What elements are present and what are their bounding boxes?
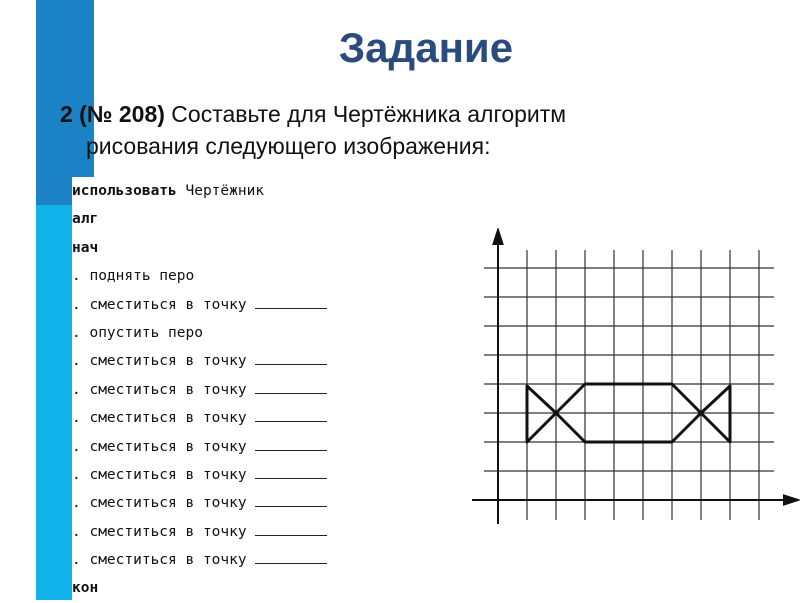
answer-blank xyxy=(255,296,327,309)
code-line-alg: алг xyxy=(72,211,99,228)
axes xyxy=(472,230,798,524)
code-line-move-3 xyxy=(72,376,432,404)
task-text-line2: рисования следующего изображения: xyxy=(86,133,491,159)
move-command: . сместиться в точку xyxy=(72,353,247,370)
code-line-pen-down: . опустить перо xyxy=(72,324,203,341)
answer-blank xyxy=(255,352,327,365)
move-command: . сместиться в точку xyxy=(72,381,247,398)
answer-blank xyxy=(255,551,327,564)
code-line-begin: нач xyxy=(72,239,99,256)
move-command: . сместиться в точку xyxy=(72,552,247,569)
task-number: 2 (№ 208) xyxy=(60,101,165,127)
algorithm-listing xyxy=(72,177,432,603)
code-line-move-4 xyxy=(72,404,432,432)
answer-blank xyxy=(255,523,327,536)
coordinate-grid xyxy=(472,228,800,530)
move-command: . сместиться в точку xyxy=(72,523,247,540)
grid-figure xyxy=(472,228,800,530)
code-line-move-5 xyxy=(72,433,432,461)
answer-blank xyxy=(255,409,327,422)
move-command: . сместиться в точку xyxy=(72,296,247,313)
move-command: . сместиться в точку xyxy=(72,466,247,483)
code-line-end: кон xyxy=(72,580,99,597)
code-line-move-6 xyxy=(72,461,432,489)
task-statement xyxy=(60,98,660,162)
keyword-use: использовать xyxy=(72,183,177,199)
move-command: . сместиться в точку xyxy=(72,410,247,427)
answer-blank xyxy=(255,494,327,507)
code-line-move-1 xyxy=(72,291,432,319)
code-line-move-9 xyxy=(72,546,432,574)
code-line-use xyxy=(72,177,432,205)
move-command: . сместиться в точку xyxy=(72,495,247,512)
answer-blank xyxy=(255,438,327,451)
y-axis-arrow-icon xyxy=(494,230,503,244)
task-text-line1: Составьте для Чертёжника алгоритм xyxy=(164,101,567,127)
executor-name: Чертёжник xyxy=(176,183,265,199)
code-line-pen-up: . поднять перо xyxy=(72,268,195,285)
code-line-move-7 xyxy=(72,489,432,517)
slide-title: Задание xyxy=(338,24,514,71)
answer-blank xyxy=(255,381,327,394)
answer-blank xyxy=(255,466,327,479)
x-axis-arrow-icon xyxy=(784,496,798,505)
code-line-move-2 xyxy=(72,347,432,375)
move-command: . сместиться в точку xyxy=(72,438,247,455)
code-line-move-8 xyxy=(72,518,432,546)
